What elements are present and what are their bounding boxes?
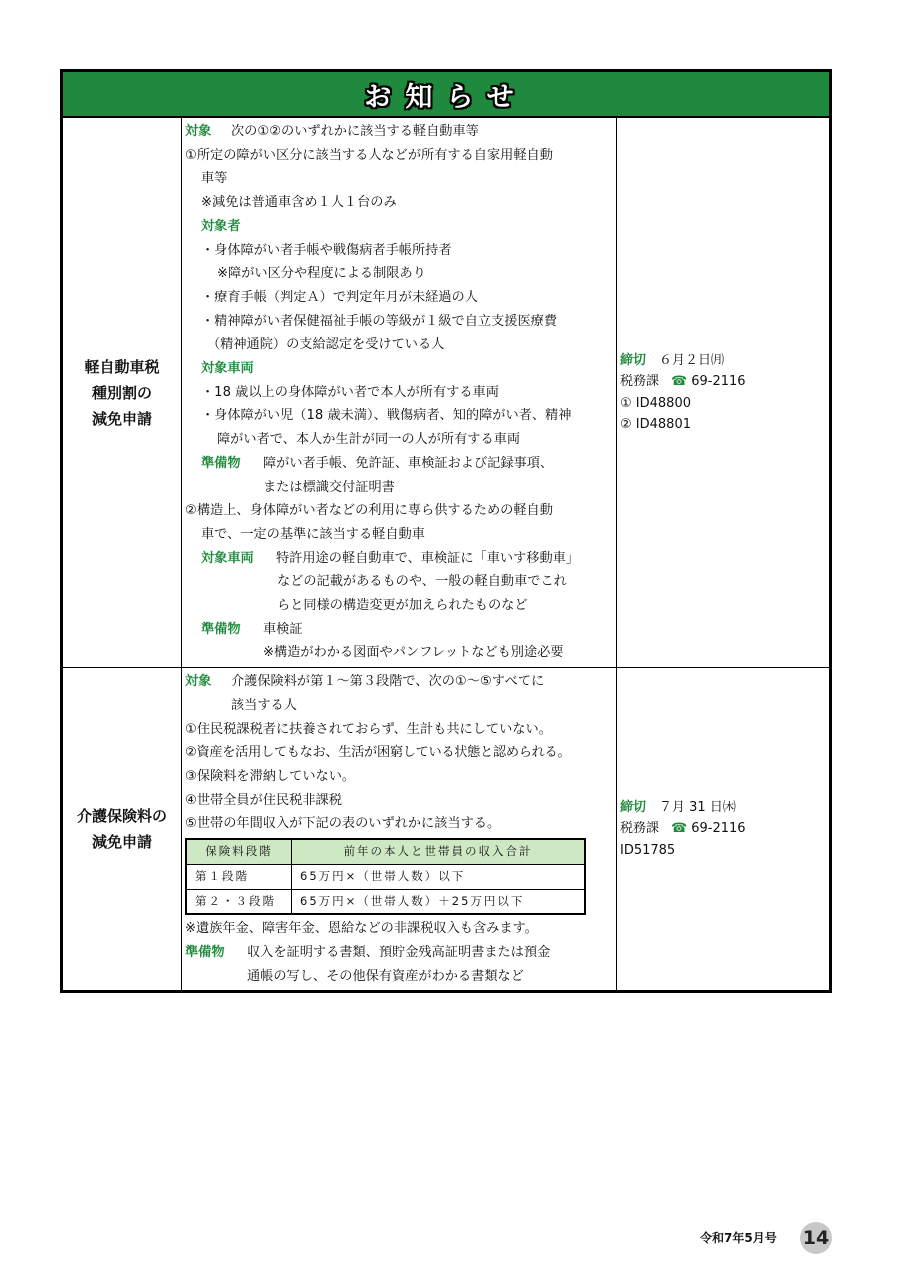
income-table-cell: 65万円×（世帯人数）＋25万円以下 — [292, 889, 586, 914]
vehicle-item: 障がい者で、本人か生計が同一の人が所有する車両 — [217, 432, 521, 448]
phone-icon: ☎ — [671, 374, 688, 390]
notice-row-kei-car-tax — [63, 118, 829, 668]
prep2-label: 準備物 — [201, 621, 241, 637]
persons-label: 対象者 — [201, 218, 241, 234]
target-text: 介護保険料が第１～第３段階で、次の①～⑤すべてに — [231, 674, 545, 690]
income-table-header-cell: 前年の本人と世帯員の収入合計 — [292, 839, 586, 864]
prep2-note: ※構造がわかる図面やパンフレットなども別途必要 — [263, 645, 564, 661]
item-name-text: 軽自動車税 種別割の 減免申請 — [84, 357, 160, 428]
prep-label: 準備物 — [185, 944, 225, 960]
condition-item: ②資産を活用してもなお、生活が困窮している状態と認められる。 — [185, 745, 571, 761]
item-details — [182, 668, 617, 990]
vehicles2-text: 特許用途の軽自動車で、車検証に「車いす移動車」 — [276, 550, 580, 566]
target-label: 対象 — [185, 124, 212, 139]
section-1-note: ※減免は普通車含め１人１台のみ — [201, 195, 397, 211]
person-item: ・身体障がい者手帳や戦傷病者手帳所持者 — [201, 242, 452, 258]
prep-text: 通帳の写し、その他保有資産がわかる書類など — [247, 968, 524, 984]
target-text: 次の①②のいずれかに該当する軽自動車等 — [231, 124, 479, 139]
condition-item: ③保険料を滞納していない。 — [185, 768, 356, 784]
income-table-cell: 65万円×（世帯人数）以下 — [292, 864, 586, 889]
search-id: ② ID48801 — [620, 417, 691, 433]
page-number: 14 — [800, 1222, 832, 1254]
section-1-line: ①所定の障がい区分に該当する人などが所有する自家用軽自動 — [185, 147, 553, 163]
person-item: ・精神障がい者保健福祉手帳の等級が１級で自立支援医療費 — [201, 313, 558, 329]
condition-item: ⑤世帯の年間収入が下記の表のいずれかに該当する。 — [185, 816, 501, 832]
item-name — [63, 668, 182, 990]
income-table-row — [186, 864, 585, 889]
person-note: ※障がい区分や程度による制限あり — [217, 266, 426, 282]
target-text: 該当する人 — [231, 697, 297, 713]
item-info — [617, 118, 829, 667]
notice-title: お知らせ — [364, 81, 528, 113]
item-details — [182, 118, 617, 667]
vehicles2-text: などの記載があるものや、一般の軽自動車でこれ — [277, 574, 567, 590]
vehicles2-text: らと同様の構造変更が加えられたものなど — [277, 598, 528, 614]
income-table-cell: 第２・３段階 — [186, 889, 292, 914]
phone-icon: ☎ — [671, 821, 688, 837]
search-id: ID51785 — [620, 842, 676, 858]
prep-text: 障がい者手帳、免許証、車検証および記録事項、 — [263, 455, 554, 471]
condition-item: ①住民税課税者に扶養されておらず、生計も共にしていない。 — [185, 721, 552, 737]
section-2-line: ②構造上、身体障がい者などの利用に専ら供するための軽自動 — [185, 503, 553, 519]
prep-label: 準備物 — [201, 455, 241, 471]
prep-text: または標識交付証明書 — [263, 479, 395, 495]
item-name-text: 介護保険料の 減免申請 — [76, 807, 167, 852]
target-label: 対象 — [185, 674, 212, 690]
dept-name: 税務課 — [620, 374, 660, 390]
deadline-label: 締切 — [620, 799, 647, 815]
dept-name: 税務課 — [620, 821, 660, 837]
person-item: ・療育手帳（判定Ａ）で判定年月が未経過の人 — [201, 289, 478, 305]
deadline-value: ７月 31 日㈭ — [659, 799, 736, 815]
condition-item: ④世帯全員が住民税非課税 — [185, 792, 342, 808]
vehicle-item: ・18 歳以上の身体障がい者で本人が所有する車両 — [201, 384, 499, 400]
section-1-line: 車等 — [201, 171, 228, 187]
income-table — [185, 838, 586, 915]
notice-header — [63, 72, 829, 118]
issue-label: 令和7年5月号 — [700, 1231, 777, 1245]
item-name — [63, 118, 182, 667]
section-2-line: 車で、一定の基準に該当する軽自動車 — [201, 526, 425, 542]
deadline-label: 締切 — [620, 352, 647, 368]
income-table-header-cell: 保険料段階 — [186, 839, 292, 864]
vehicle-item: ・身体障がい児（18 歳未満）、戦傷病者、知的障がい者、精神 — [201, 408, 572, 424]
person-item: （精神通院）の支給認定を受けている人 — [207, 337, 445, 353]
phone-number: 69-2116 — [691, 374, 746, 390]
prep-text: 収入を証明する書類、預貯金残高証明書または預金 — [247, 944, 551, 960]
income-note: ※遺族年金、障害年金、恩給などの非課税収入も含みます。 — [185, 921, 538, 937]
vehicles-label: 対象車両 — [201, 361, 254, 377]
item-info — [617, 668, 829, 990]
income-table-row — [186, 889, 585, 914]
notice-table — [60, 69, 832, 993]
phone-number: 69-2116 — [691, 821, 746, 837]
income-table-header — [186, 839, 585, 864]
search-id: ① ID48800 — [620, 395, 691, 411]
prep2-text: 車検証 — [263, 621, 303, 637]
income-table-cell: 第１段階 — [186, 864, 292, 889]
vehicles2-label: 対象車両 — [201, 550, 254, 566]
notice-row-care-insurance — [63, 668, 829, 990]
deadline-value: ６月２日㈪ — [659, 352, 725, 368]
